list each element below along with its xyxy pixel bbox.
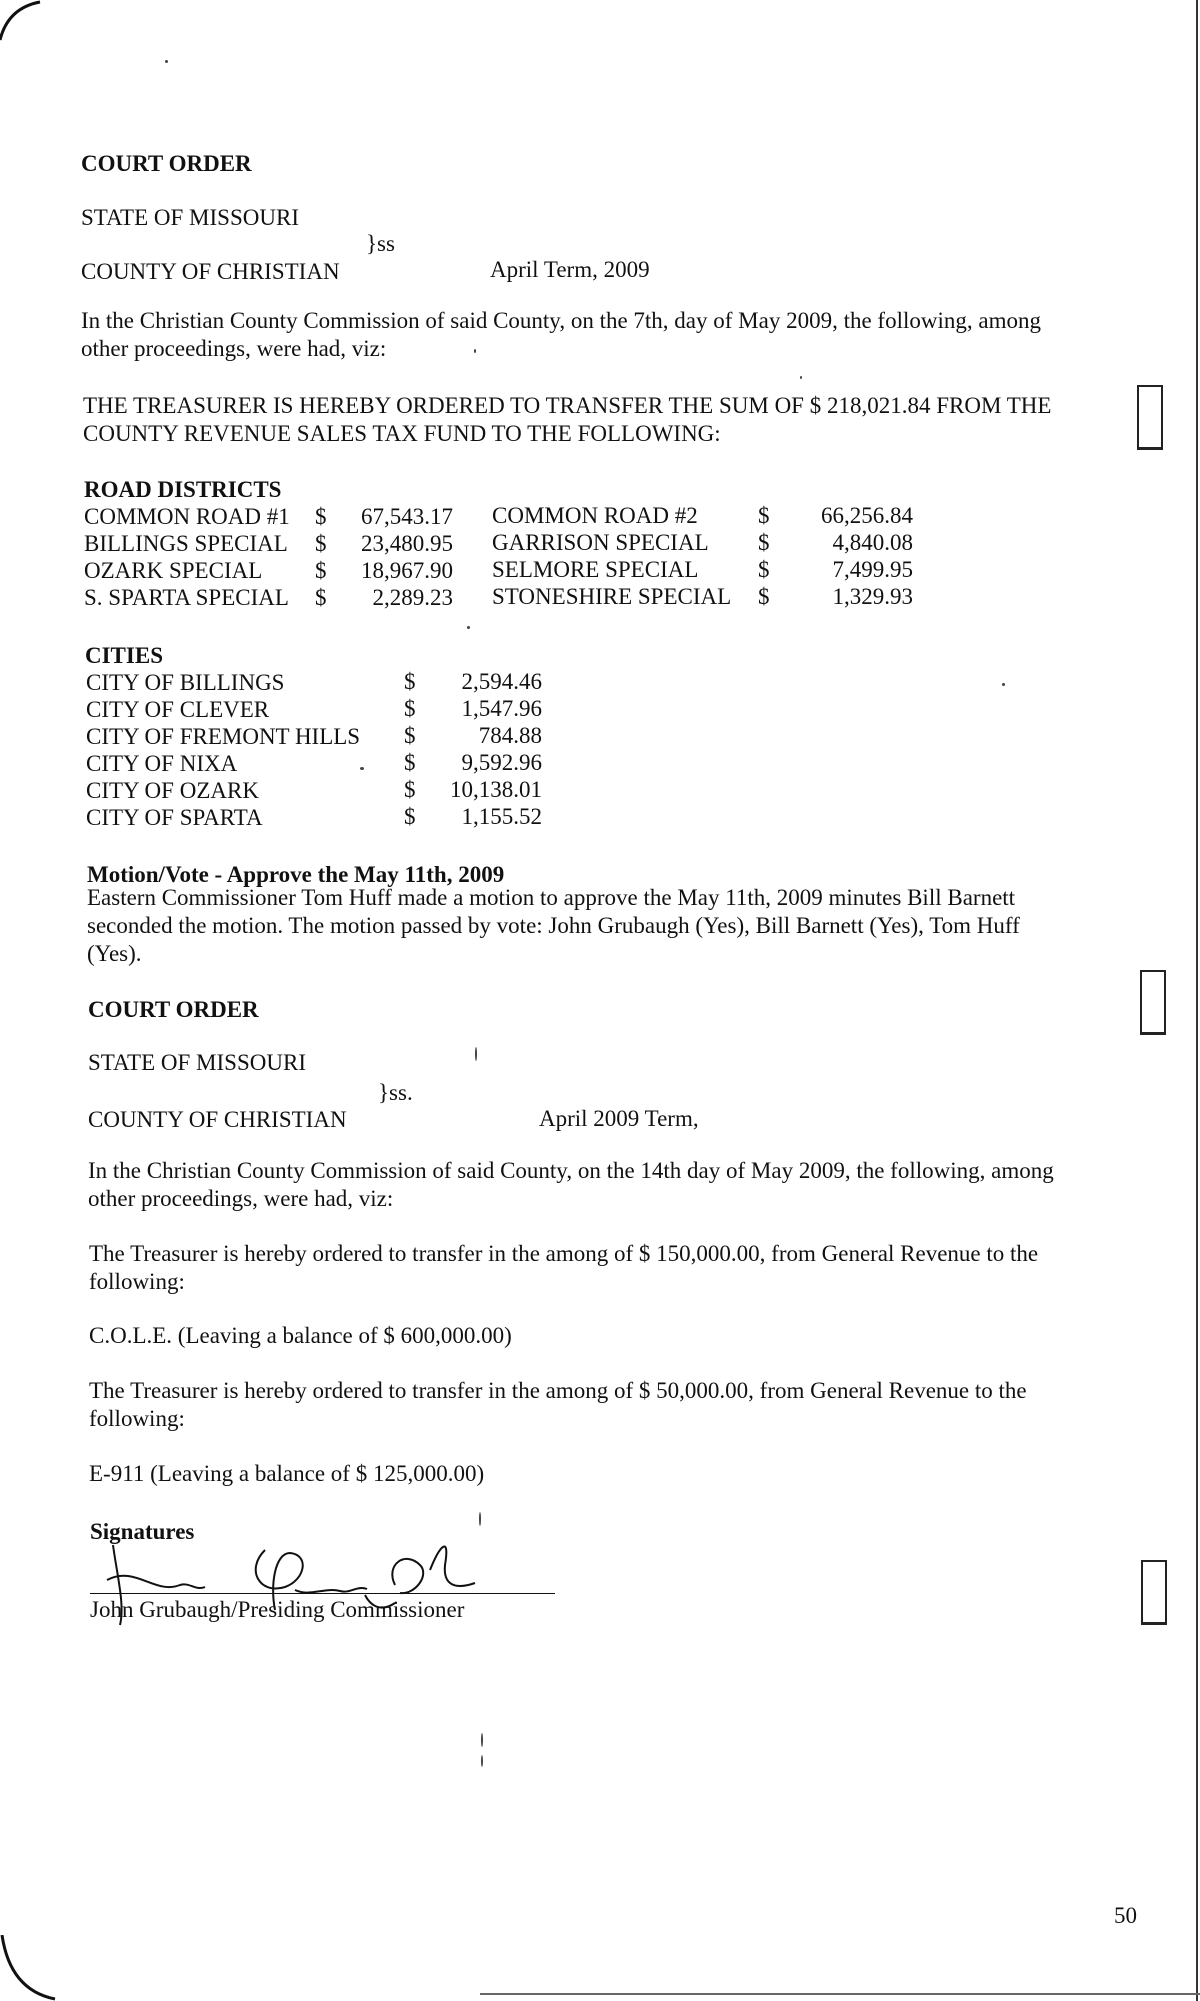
dollar-sign: $ [315,585,327,610]
transfer-line-1a: The Treasurer is hereby ordered to transfer in the among of $ 150,000.00, from General Revenue to the [89,1241,1039,1266]
intro-line-2a: In the Christian County Commission of said County, on the 14th day of May 2009, the following, among [88,1158,1054,1183]
transfer-order-line-2: COUNTY REVENUE SALES TAX FUND TO THE FOLLOWING: [83,421,721,446]
cole-balance: C.O.L.E. (Leaving a balance of $ 600,000.00) [89,1323,512,1348]
city-value: 1,155.52 [461,804,542,829]
motion-line-2: seconded the motion. The motion passed by vote: John Grubaugh (Yes), Bill Barnett (Yes), Tom Huff [87,913,1020,938]
scan-corner-bottom [0,1935,60,2001]
dollar-sign: $ [758,503,770,528]
intro-line-1b: other proceedings, were had, viz: [81,336,387,361]
scan-right-edge [1196,0,1198,2001]
margin-checkbox [1141,1560,1167,1625]
dollar-sign: $ [315,558,327,583]
signer-name: John Grubaugh/Presiding Commissioner [90,1597,465,1622]
city-value: 9,592.96 [461,750,542,775]
scan-speck [481,1755,483,1767]
scan-speck [360,767,364,770]
scan-speck [474,349,476,353]
e911-balance: E-911 (Leaving a balance of $ 125,000.00) [89,1461,485,1486]
state-line-2: STATE OF MISSOURI [88,1050,306,1075]
scan-speck [481,1733,483,1747]
road-value-left: 2,289.23 [372,585,453,610]
dollar-sign: $ [315,531,327,556]
city-value: 784.88 [478,723,542,748]
ss-bracket-1: }ss [366,231,395,256]
road-name-right: STONESHIRE SPECIAL [492,584,732,609]
county-line-1: COUNTY OF CHRISTIAN [81,259,340,284]
motion-line-3: (Yes). [87,941,142,966]
road-value-right: 4,840.08 [832,530,913,555]
city-name: CITY OF OZARK [86,778,259,803]
scan-speck [165,60,168,63]
state-line-1: STATE OF MISSOURI [81,205,299,230]
intro-line-2b: other proceedings, were had, viz: [88,1186,394,1211]
dollar-sign: $ [404,804,416,829]
ss-bracket-2: }ss. [378,1080,413,1105]
scan-speck [800,376,802,379]
cities-heading: CITIES [85,643,163,668]
dollar-sign: $ [758,530,770,555]
margin-checkbox [1137,385,1163,450]
road-name-left: BILLINGS SPECIAL [84,531,288,556]
motion-heading: Motion/Vote - Approve the May 11th, 2009 [87,862,505,887]
county-line-2: COUNTY OF CHRISTIAN [88,1107,347,1132]
dollar-sign: $ [758,584,770,609]
signatures-heading: Signatures [90,1519,195,1544]
margin-checkbox [1140,970,1166,1035]
term-line-2: April 2009 Term, [539,1106,699,1131]
handwritten-signature [95,1525,495,1635]
road-value-left: 67,543.17 [361,504,453,529]
road-value-left: 18,967.90 [361,558,453,583]
city-name: CITY OF NIXA [86,751,238,776]
road-name-left: COMMON ROAD #1 [84,504,290,529]
road-value-right: 7,499.95 [832,557,913,582]
dollar-sign: $ [404,777,416,802]
dollar-sign: $ [315,504,327,529]
dollar-sign: $ [404,669,416,694]
dollar-sign: $ [404,750,416,775]
road-name-right: GARRISON SPECIAL [492,530,709,555]
road-value-right: 66,256.84 [821,503,913,528]
city-name: CITY OF SPARTA [86,805,263,830]
transfer-line-2a: The Treasurer is hereby ordered to transfer in the among of $ 50,000.00, from General Revenue to the [89,1378,1027,1403]
road-value-left: 23,480.95 [361,531,453,556]
road-value-right: 1,329.93 [832,584,913,609]
scan-speck [475,1047,477,1061]
city-name: CITY OF CLEVER [86,697,270,722]
road-name-left: OZARK SPECIAL [84,558,263,583]
intro-line-1a: In the Christian County Commission of said County, on the 7th, day of May 2009, the following, among [81,308,1041,333]
page-number: 50 [1114,1903,1137,1928]
court-order-heading-2: COURT ORDER [88,997,259,1022]
city-name: CITY OF BILLINGS [86,670,285,695]
scan-speck [467,626,470,629]
dollar-sign: $ [758,557,770,582]
transfer-order-line-1: THE TREASURER IS HEREBY ORDERED TO TRANSFER THE SUM OF $ 218,021.84 FROM THE [83,393,1052,418]
road-districts-heading: ROAD DISTRICTS [84,477,282,502]
road-name-right: SELMORE SPECIAL [492,557,699,582]
term-line-1: April Term, 2009 [490,257,650,282]
dollar-sign: $ [404,723,416,748]
city-value: 1,547.96 [461,696,542,721]
dollar-sign: $ [404,696,416,721]
city-name: CITY OF FREMONT HILLS [86,724,361,749]
scan-corner-top [0,0,60,60]
court-order-heading-1: COURT ORDER [81,151,252,176]
city-value: 10,138.01 [450,777,542,802]
transfer-line-2b: following: [89,1406,185,1431]
transfer-line-1b: following: [89,1269,185,1294]
scan-speck [479,1512,481,1526]
scan-bottom-edge [480,1993,1200,1995]
scan-speck [1002,683,1005,686]
road-name-right: COMMON ROAD #2 [492,503,698,528]
road-name-left: S. SPARTA SPECIAL [84,585,289,610]
motion-line-1: Eastern Commissioner Tom Huff made a motion to approve the May 11th, 2009 minutes Bill Barnett [87,885,1016,910]
city-value: 2,594.46 [461,669,542,694]
